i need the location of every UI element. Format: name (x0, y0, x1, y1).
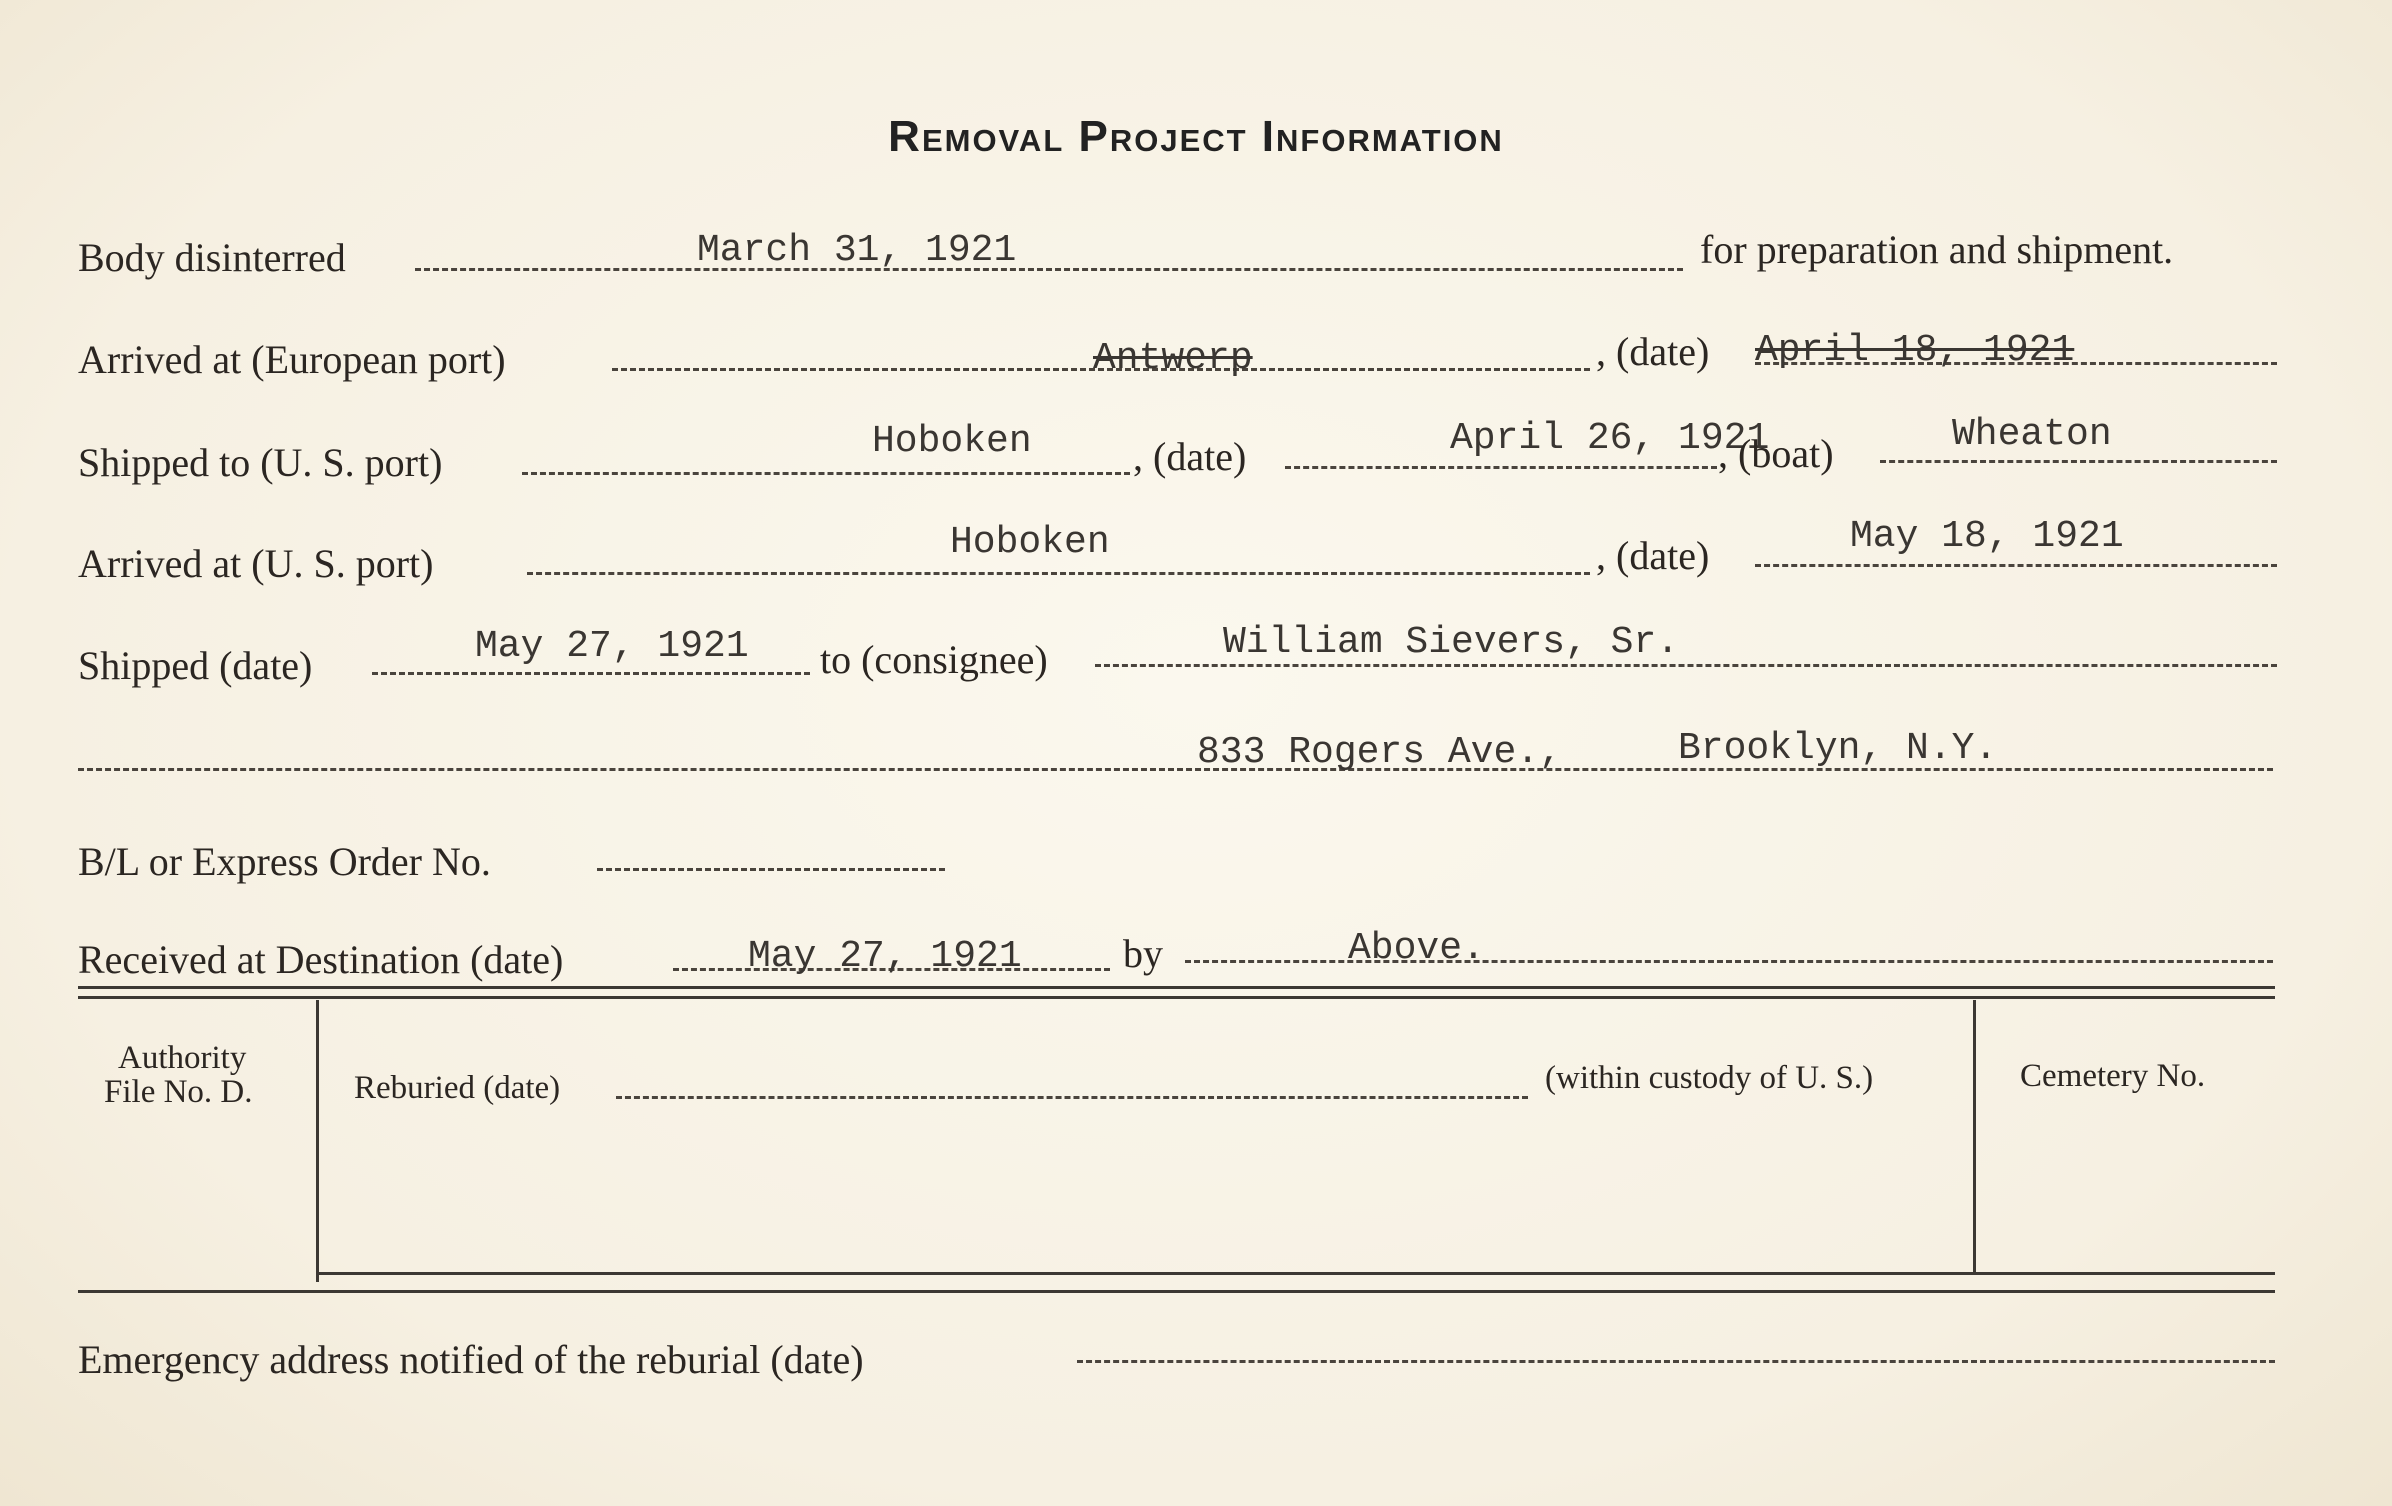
shipped-to-line (522, 472, 1130, 475)
address-street: 833 Rogers Ave., (1197, 731, 1562, 774)
bl-line (597, 868, 945, 871)
disinterred-value: March 31, 1921 (697, 229, 1017, 272)
shipped-to-date-label: , (date) (1133, 434, 1247, 479)
shipped-to-label: Shipped to (U. S. port) (78, 440, 443, 485)
arrived-us-date-line (1755, 564, 2277, 567)
arrived-us-date-value: May 18, 1921 (1850, 515, 2124, 558)
euro-port-date-label: , (date) (1596, 329, 1710, 374)
euro-port-date-value: April 18, 1921 (1755, 329, 2075, 372)
emergency-line (1077, 1360, 2275, 1363)
boat-value: Wheaton (1952, 413, 2112, 456)
address-city: Brooklyn, N.Y. (1678, 727, 1998, 770)
received-label: Received at Destination (date) (78, 937, 564, 982)
consignee-value: William Sievers, Sr. (1223, 621, 1680, 664)
bl-label: B/L or Express Order No. (78, 839, 491, 884)
custody-label: (within custody of U. S.) (1545, 1060, 1874, 1096)
boat-label: , (boat) (1718, 431, 1834, 476)
consignee-label: to (consignee) (820, 637, 1048, 682)
cemetery-label: Cemetery No. (2020, 1058, 2206, 1094)
euro-port-label: Arrived at (European port) (78, 337, 506, 382)
authority-line1: Authority (118, 1040, 247, 1076)
box-bottom-rule-inner (316, 1272, 2275, 1275)
received-value: May 27, 1921 (748, 935, 1022, 978)
shipped-date-value: May 27, 1921 (475, 625, 749, 668)
reburied-line (616, 1096, 1528, 1099)
box-top-rule-1 (78, 986, 2275, 989)
disinterred-suffix: for preparation and shipment. (1700, 227, 2174, 272)
arrived-us-label: Arrived at (U. S. port) (78, 541, 434, 586)
by-value: Above. (1348, 927, 1485, 970)
box-bottom-rule (78, 1290, 2275, 1293)
shipped-date-line (372, 672, 810, 675)
disinterred-line (415, 268, 1683, 271)
boat-line (1880, 460, 2277, 463)
emergency-label: Emergency address notified of the reburial (date) (78, 1337, 864, 1382)
arrived-us-value: Hoboken (950, 521, 1110, 564)
consignee-line (1095, 664, 2277, 667)
arrived-us-date-label: , (date) (1596, 533, 1710, 578)
authority-line2: File No. D. (104, 1074, 253, 1110)
shipped-to-value: Hoboken (872, 420, 1032, 463)
disinterred-label: Body disinterred (78, 235, 346, 280)
box-top-rule-2 (78, 996, 2275, 999)
box-divider-right (1973, 1000, 1976, 1272)
reburied-label: Reburied (date) (354, 1070, 561, 1106)
box-divider-left (316, 1000, 319, 1282)
form-title: Removal Project Information (888, 112, 1504, 161)
euro-port-value: Antwerp (1093, 337, 1253, 380)
shipped-to-date-value: April 26, 1921 (1450, 417, 1770, 460)
by-label: by (1123, 931, 1163, 976)
arrived-us-line (527, 572, 1590, 575)
shipped-date-label: Shipped (date) (78, 643, 313, 688)
shipped-to-date-line (1285, 466, 1717, 469)
